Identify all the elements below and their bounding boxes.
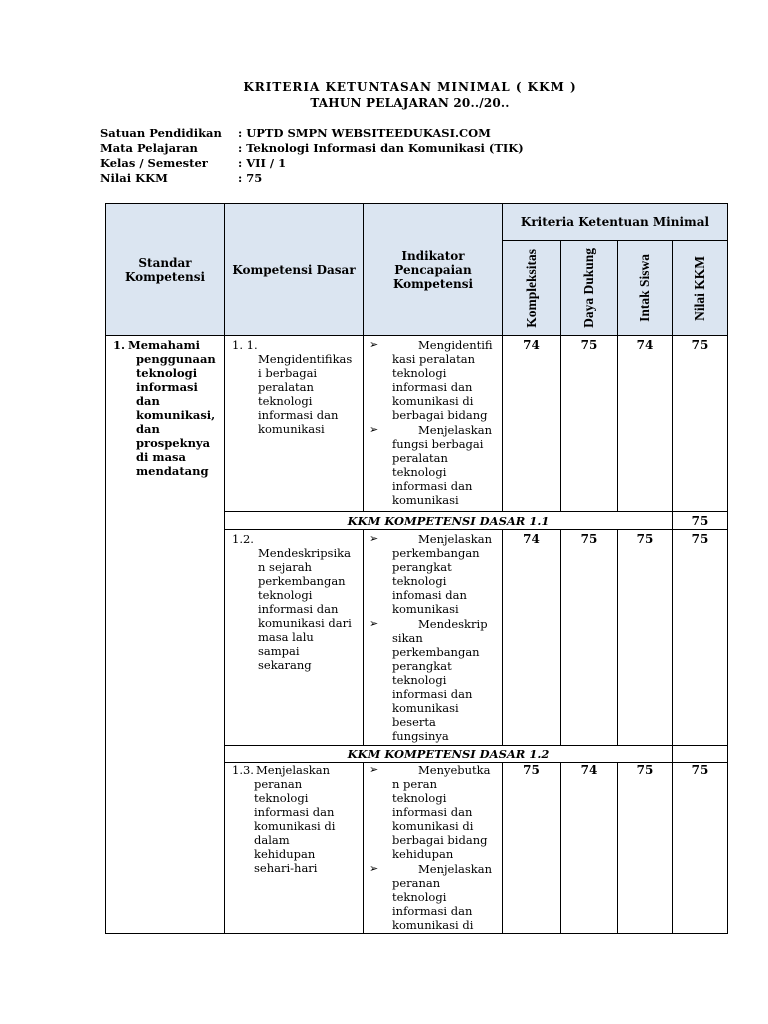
text-line: perkembangan <box>392 645 480 659</box>
kkm-kompetensi-dasar-label: KKM KOMPETENSI DASAR 1.1 <box>224 511 673 530</box>
text-line: perkembangan <box>392 546 480 560</box>
text-line: informasi dan <box>254 805 335 819</box>
text-line: penggunaan <box>136 352 216 366</box>
text-line: komunikasi di <box>254 819 336 833</box>
text-line: Menjelaskan <box>256 763 331 777</box>
header-intak-siswa <box>617 240 673 336</box>
document-title: KRITERIA KETUNTASAN MINIMAL ( KKM ) <box>243 80 577 94</box>
header-text: Kompleksitas <box>523 248 539 328</box>
text-line: i berbagai <box>258 366 318 380</box>
cell-daya-dukung: 75 <box>560 529 618 746</box>
text-line: perangkat <box>392 560 452 574</box>
header-text: Daya Dukung <box>581 248 596 328</box>
header-text: Intak Siswa <box>637 254 652 322</box>
text-line: Menjelaskan <box>418 532 493 546</box>
text-line: n peran <box>392 777 437 791</box>
text-line: teknologi <box>392 890 447 904</box>
text-line: teknologi <box>392 366 447 380</box>
text-line: teknologi <box>136 366 198 380</box>
arrow-bullet-icon: ➢ <box>369 532 379 545</box>
text-line: n sejarah <box>258 560 312 574</box>
text-lines <box>392 617 502 743</box>
kd-number: 1.2. <box>232 532 254 546</box>
header-text <box>393 249 473 291</box>
indikator-item <box>364 338 502 422</box>
text-lines <box>128 338 224 478</box>
header-text: Nilai KKM <box>692 255 707 321</box>
text-line: Mengidentifi <box>418 338 493 352</box>
text-line: Indikator <box>401 248 465 263</box>
text-lines <box>254 763 363 875</box>
text-line: sampai <box>258 644 300 658</box>
text-line: mendatang <box>136 464 209 478</box>
text-line: informasi dan <box>258 602 339 616</box>
header-text: Kompetensi Dasar <box>232 262 356 277</box>
info-row-satuan-pendidikan <box>100 126 720 141</box>
kkm-kompetensi-dasar-label: KKM KOMPETENSI DASAR 1.2 <box>224 745 673 763</box>
text-line: informasi dan <box>392 479 473 493</box>
arrow-bullet-icon: ➢ <box>369 862 379 875</box>
info-row-mata-pelajaran <box>100 141 720 156</box>
arrow-bullet-icon: ➢ <box>369 763 379 776</box>
indikator-item <box>364 423 502 507</box>
header-standar-kompetensi <box>105 203 225 336</box>
cell-kompetensi-dasar-1-1 <box>224 335 364 512</box>
text-line: informasi dan <box>392 904 473 918</box>
list-number: 1. <box>113 338 126 352</box>
text-line: teknologi <box>258 588 313 602</box>
text-lines <box>392 532 502 616</box>
cell-standar-kompetensi <box>105 335 225 934</box>
text-lines <box>392 423 502 507</box>
kd-number: 1.3. <box>232 763 254 777</box>
text-lines <box>392 763 502 861</box>
cell-kompleksitas: 75 <box>502 762 561 934</box>
header-daya-dukung <box>560 240 618 336</box>
text-line: Mendeskripsika <box>258 546 351 560</box>
text-line: dalam <box>254 833 290 847</box>
text-line: berbagai bidang <box>392 408 488 422</box>
kkm-kompetensi-dasar-value: 75 <box>672 511 728 530</box>
info-label: Satuan Pendidikan <box>100 126 222 140</box>
cell-nilai-kkm: 75 <box>672 335 728 512</box>
header-text <box>125 256 205 284</box>
info-value: : Teknologi Informasi dan Komunikasi (TIK) <box>238 141 524 155</box>
cell-indikator-1-2 <box>363 529 503 746</box>
cell-intak-siswa: 74 <box>617 335 673 512</box>
text-line: informasi dan <box>258 408 339 422</box>
text-line: fungsi berbagai <box>392 437 484 451</box>
info-label: Mata Pelajaran <box>100 141 198 155</box>
cell-nilai-kkm: 75 <box>672 762 728 934</box>
text-line: prospeknya <box>136 436 211 450</box>
text-line: komunikasi di <box>392 918 474 932</box>
text-line: Menyebutka <box>418 763 491 777</box>
text-line: komunikasi <box>392 602 459 616</box>
cell-indikator-1-1 <box>363 335 503 512</box>
text-lines <box>225 546 363 672</box>
text-lines <box>392 338 502 422</box>
cell-kompleksitas: 74 <box>502 335 561 512</box>
header-kriteria <box>502 203 728 241</box>
text-line: teknologi <box>392 673 447 687</box>
text-line: dan <box>136 422 160 436</box>
cell-daya-dukung: 75 <box>560 335 618 512</box>
text-line: teknologi <box>258 394 313 408</box>
text-line: di masa <box>136 450 186 464</box>
text-line: teknologi <box>254 791 309 805</box>
text-line: berbagai bidang <box>392 833 488 847</box>
text-line: teknologi <box>392 574 447 588</box>
cell-kompetensi-dasar-1-2 <box>224 529 364 746</box>
arrow-bullet-icon: ➢ <box>369 338 379 351</box>
text-line: informasi <box>136 380 198 394</box>
cell-indikator-1-3 <box>363 762 503 934</box>
text-line: komunikasi <box>258 422 325 436</box>
text-line: peralatan <box>392 451 448 465</box>
text-line: infomasi dan <box>392 588 467 602</box>
text-line: perkembangan <box>258 574 346 588</box>
indikator-item <box>364 763 502 861</box>
text-line: komunikasi <box>392 493 459 507</box>
text-line: komunikasi, <box>136 408 216 422</box>
info-row-nilai-kkm <box>100 171 720 186</box>
text-line: komunikasi <box>392 701 459 715</box>
text-line: informasi dan <box>392 805 473 819</box>
text-line: sehari-hari <box>254 861 318 875</box>
cell-daya-dukung: 74 <box>560 762 618 934</box>
kd-number: 1. 1. <box>232 338 258 352</box>
info-row-kelas-semester <box>100 156 720 171</box>
cell-intak-siswa: 75 <box>617 529 673 746</box>
text-line: perangkat <box>392 659 452 673</box>
text-line: kehidupan <box>254 847 316 861</box>
text-line: Menjelaskan <box>418 423 493 437</box>
header-kompetensi-dasar <box>224 203 364 336</box>
info-value: : UPTD SMPN WEBSITEEDUKASI.COM <box>238 126 491 140</box>
info-label: Kelas / Semester <box>100 156 208 170</box>
text-lines <box>392 862 502 932</box>
text-line: Memahami <box>128 338 201 352</box>
text-line: komunikasi di <box>392 394 474 408</box>
text-line: Pencapaian <box>394 262 472 277</box>
kd-text <box>225 763 363 875</box>
cell-intak-siswa: 75 <box>617 762 673 934</box>
indikator-item <box>364 617 502 743</box>
text-line: teknologi <box>392 791 447 805</box>
arrow-bullet-icon: ➢ <box>369 617 379 630</box>
text-line: peralatan <box>258 380 314 394</box>
text-line: beserta <box>392 715 436 729</box>
text-line: informasi dan <box>392 687 473 701</box>
document-info <box>100 126 720 186</box>
text-line: kasi peralatan <box>392 352 475 366</box>
text-line: teknologi <box>392 465 447 479</box>
text-line: masa lalu <box>258 630 314 644</box>
text-line: Kompetensi <box>124 269 206 284</box>
text-line: Mengidentifikas <box>258 352 353 366</box>
text-line: peranan <box>392 876 441 890</box>
text-line: peranan <box>254 777 303 791</box>
info-value: : 75 <box>238 171 263 185</box>
standar-kompetensi-text <box>106 338 224 478</box>
header-kompleksitas <box>502 240 561 336</box>
arrow-bullet-icon: ➢ <box>369 423 379 436</box>
header-indikator <box>363 203 503 336</box>
text-line: komunikasi di <box>392 819 474 833</box>
indikator-item <box>364 532 502 616</box>
info-label: Nilai KKM <box>100 171 168 185</box>
cell-kompleksitas: 74 <box>502 529 561 746</box>
text-line: Menjelaskan <box>418 862 493 876</box>
kkm-kompetensi-dasar-value <box>672 745 728 763</box>
header-nilai-kkm <box>672 240 728 336</box>
kkm-table <box>105 203 728 934</box>
text-line: Kompetensi <box>392 276 474 291</box>
text-line: informasi dan <box>392 380 473 394</box>
text-line: Mendeskrip <box>418 617 488 631</box>
text-line: sekarang <box>258 658 312 672</box>
text-line: kehidupan <box>392 847 454 861</box>
text-line: fungsinya <box>392 729 449 743</box>
info-value: : VII / 1 <box>238 156 287 170</box>
text-line: komunikasi dari <box>258 616 352 630</box>
text-line: sikan <box>392 631 423 645</box>
text-line: Standar <box>138 255 192 270</box>
header-text: Kriteria Ketentuan Minimal <box>520 215 710 229</box>
cell-nilai-kkm: 75 <box>672 529 728 746</box>
text-lines <box>225 352 363 436</box>
text-line: dan <box>136 394 160 408</box>
indikator-item <box>364 862 502 932</box>
cell-kompetensi-dasar-1-3 <box>224 762 364 934</box>
document-subtitle: TAHUN PELAJARAN 20../20.. <box>310 96 510 110</box>
